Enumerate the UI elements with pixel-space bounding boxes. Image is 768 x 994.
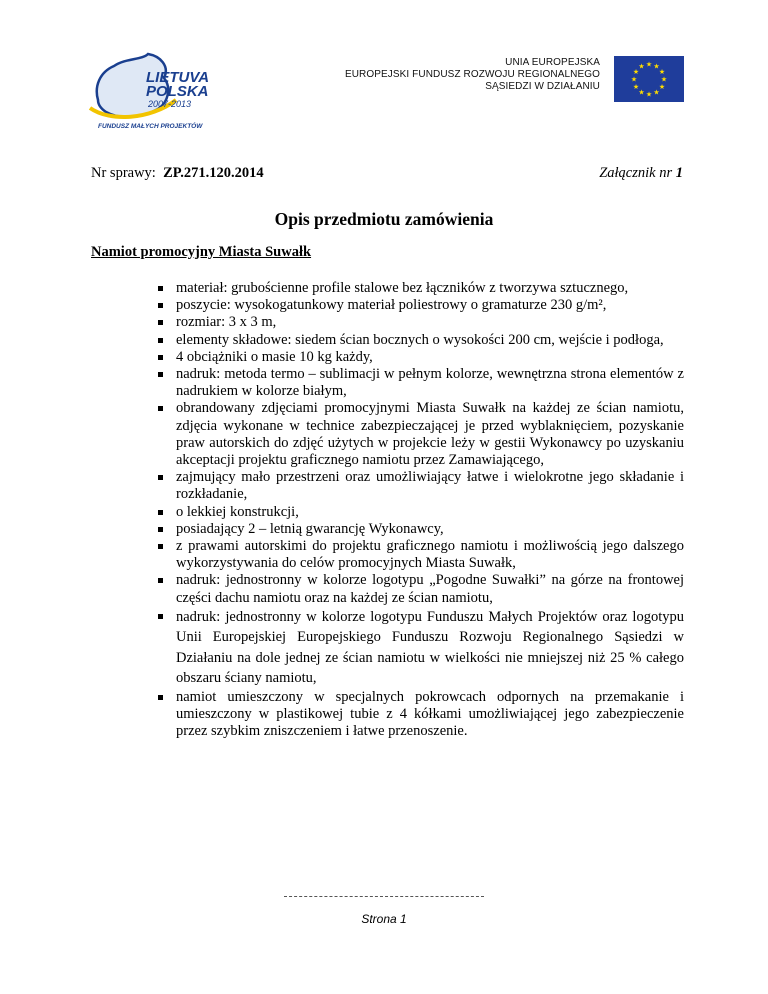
eu-star-icon: ★ xyxy=(638,62,645,71)
list-item: elementy składowe: siedem ścian bocznych o wysokości 200 cm, wejście i podłoga, xyxy=(176,332,684,349)
eu-star-icon: ★ xyxy=(658,68,666,76)
eu-star-icon: ★ xyxy=(658,83,666,91)
eu-star-icon: ★ xyxy=(653,88,660,97)
case-number: ZP.271.120.2014 xyxy=(163,165,264,181)
eu-line-2: EUROPEJSKI FUNDUSZ ROZWOJU REGIONALNEGO xyxy=(344,69,600,80)
list-item: obrandowany zdjęciami promocyjnymi Miasta Suwałk na każdej ze ścian namiotu, zdjęcia wykonane w technice zabezpieczającej je przed wyblaknięciem, pozyskanie praw autorskich do zdjęć użytych w projekcie leży w gestii Wykonawcy po uzyskaniu akceptacji projektu graficznego namiotu przez Zamawiającego, xyxy=(176,400,684,469)
attachment-number: 1 xyxy=(675,165,683,181)
eu-star-icon: ★ xyxy=(660,75,668,84)
attachment-reference xyxy=(599,165,683,182)
list-item: o lekkiej konstrukcji, xyxy=(176,504,684,521)
list-item: nadruk: jednostronny w kolorze logotypu Funduszu Małych Projektów oraz logotypu Unii Europejskiej Europejskiego Funduszu Rozwoju Regionalnego Sąsiedzi w Działaniu na dole jednej ze ścian namiotu w wielkości nie mniejszej niż 25 % całego obszaru ściany namiotu, xyxy=(176,607,684,689)
eu-line-1: UNIA EUROPEJSKA xyxy=(505,57,600,68)
eu-star-icon: ★ xyxy=(630,75,638,84)
eu-flag-icon xyxy=(614,56,684,102)
specification-list xyxy=(176,280,684,740)
lietuva-polska-logo xyxy=(76,48,226,134)
list-item: materiał: grubościenne profile stalowe bez łączników z tworzywa sztucznego, xyxy=(176,280,684,297)
eu-star-icon: ★ xyxy=(632,68,640,76)
logo-fund-name: FUNDUSZ MAŁYCH PROJEKTÓW xyxy=(98,123,203,130)
case-label: Nr sprawy: xyxy=(91,165,156,181)
list-item: namiot umieszczony w specjalnych pokrowcach odpornych na przemakanie i umieszczony w plastikowej tubie z 4 kółkami umożliwiającej jego zabezpieczenie przez szybkim zniszczeniem i łatwe przenoszenie. xyxy=(176,688,684,740)
logo-years: 2007-2013 xyxy=(148,99,192,109)
reference-line xyxy=(91,165,683,182)
list-item: poszycie: wysokogatunkowy materiał poliestrowy o gramaturze 230 g/m², xyxy=(176,297,684,314)
attachment-label: Załącznik nr xyxy=(599,165,673,181)
eu-star-icon: ★ xyxy=(638,88,645,97)
logo-line1: LIETUVA xyxy=(146,69,210,86)
footer-divider xyxy=(284,896,484,897)
list-item: rozmiar: 3 x 3 m, xyxy=(176,314,684,331)
eu-program-label xyxy=(330,57,600,93)
list-item: z prawami autorskimi do projektu graficznego namiotu i możliwością jego dalszego wykorzystywania do celów promocyjnych Miasta Suwałk, xyxy=(176,538,684,572)
eu-line-3: SĄSIEDZI W DZIAŁANIU xyxy=(485,81,600,92)
eu-star-icon: ★ xyxy=(645,60,653,69)
list-item: nadruk: jednostronny w kolorze logotypu „Pogodne Suwałki” na górze na frontowej części dachu namiotu oraz na każdej ze ścian namiotu, xyxy=(176,572,684,606)
eu-star-icon: ★ xyxy=(653,62,660,71)
list-item: zajmujący mało przestrzeni oraz umożliwiający łatwe i wielokrotne jego składanie i rozkładanie, xyxy=(176,469,684,503)
page-number: Strona 1 xyxy=(361,912,407,926)
eu-star-icon: ★ xyxy=(645,90,653,99)
case-reference xyxy=(91,165,264,182)
list-item: 4 obciążniki o masie 10 kg każdy, xyxy=(176,349,684,366)
list-item: nadruk: metoda termo – sublimacji w pełnym kolorze, wewnętrzna strona elementów z nadrukiem w kolorze białym, xyxy=(176,366,684,400)
section-heading: Namiot promocyjny Miasta Suwałk xyxy=(91,244,312,260)
list-item: posiadający 2 – letnią gwarancję Wykonawcy, xyxy=(176,521,684,538)
logo-line2: POLSKA xyxy=(146,83,209,100)
document-title: Opis przedmiotu zamówienia xyxy=(274,209,494,229)
eu-star-icon: ★ xyxy=(632,83,640,91)
